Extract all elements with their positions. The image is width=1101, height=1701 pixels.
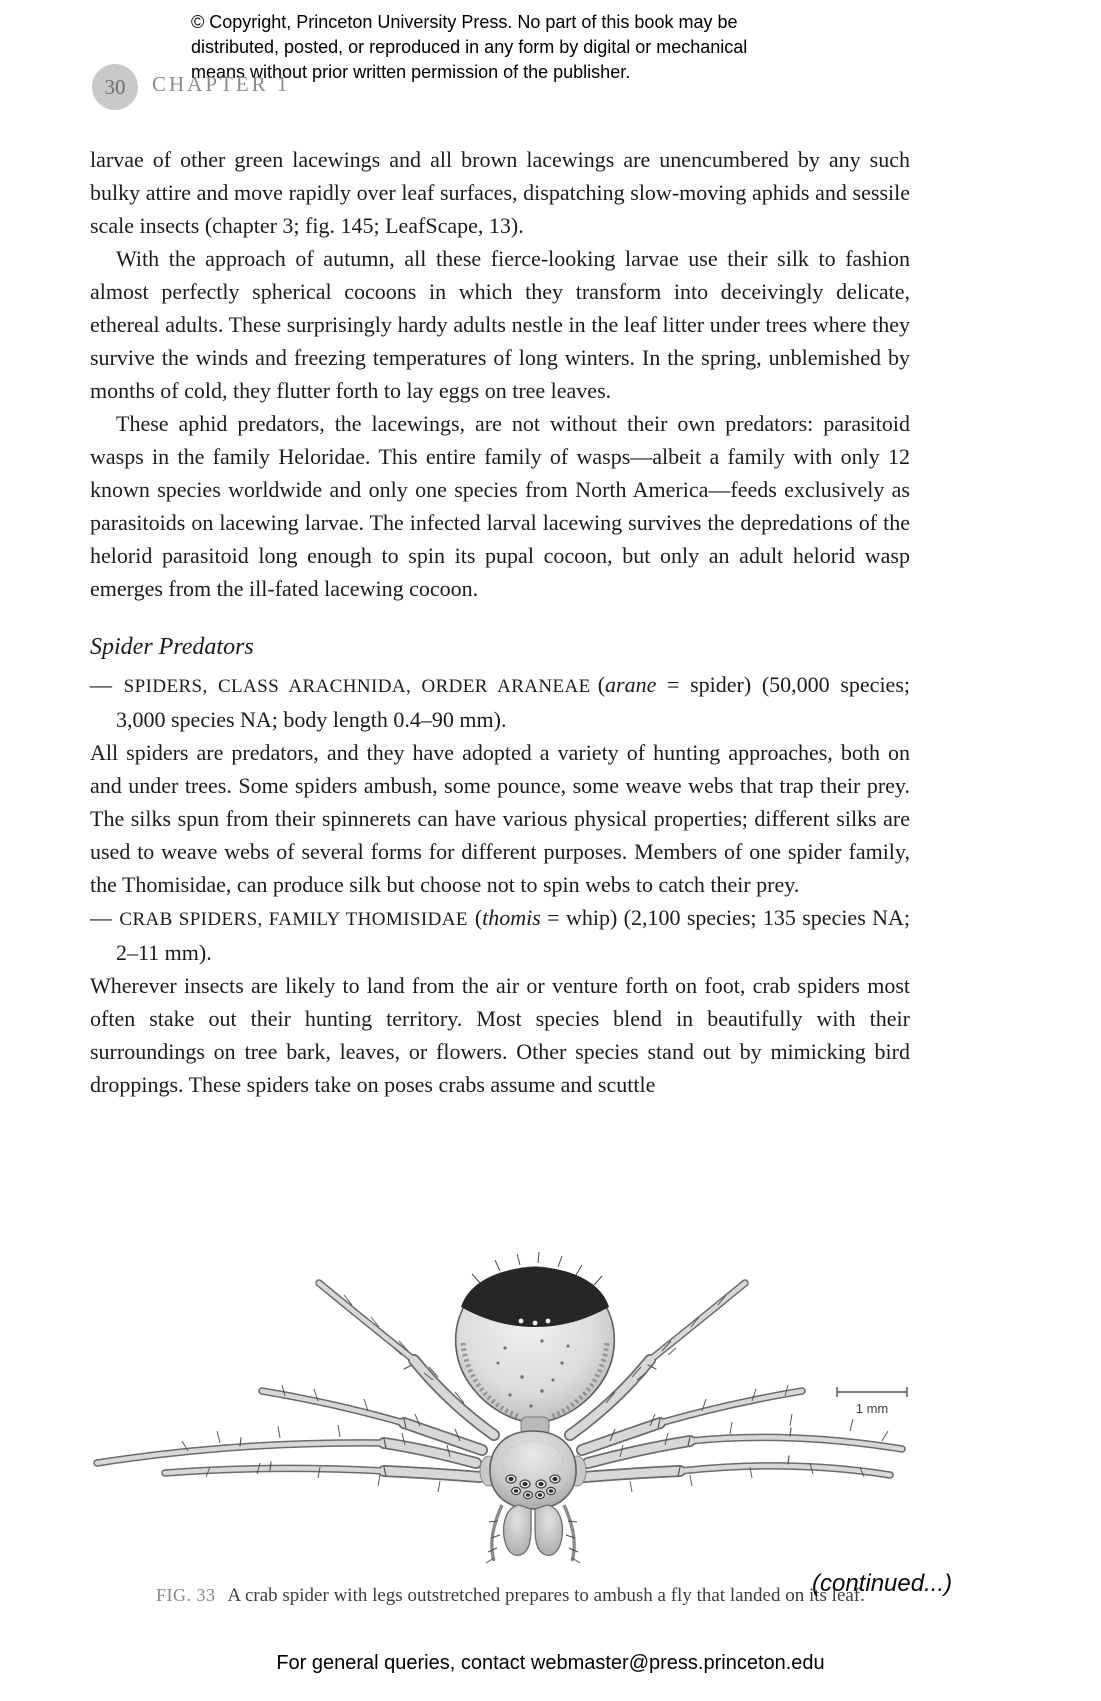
chapter-running-head: CHAPTER 1 [152, 72, 291, 96]
text-column [90, 143, 910, 1101]
latin-root-thomis: thomis [482, 905, 541, 930]
figure-caption-text: A crab spider with legs outstretched prepares to ambush a fly that landed on its leaf. [227, 1585, 865, 1606]
entry-dash: — [90, 905, 113, 930]
entry-paren: ( [597, 672, 606, 697]
taxon-name-spiders: SPIDERS, CLASS ARACHNIDA, ORDER ARANEAE [123, 676, 591, 697]
crab-spider-illustration [90, 1245, 910, 1575]
figure-label: FIG. 33 [156, 1585, 216, 1605]
paragraph-wherever-insects: Wherever insects are likely to land from the air or venture forth on foot, crab spiders most often stake out their hunting territory. Most species blend in beautifully with their surroundings on tree bark, leaves, or flowers. Other species stand out by mimicking bird droppings. These spiders take on poses crabs assume and scuttle [90, 973, 910, 1097]
spider-cephalothorax [480, 1431, 586, 1509]
copyright-line-2: distributed, posted, or reproduced in any form by digital or mechanical [191, 37, 748, 57]
section-heading-spider-predators: Spider Predators [90, 634, 254, 660]
spider-chelicerae [504, 1505, 563, 1555]
paragraph-all-spiders: All spiders are predators, and they have adopted a variety of hunting approaches, both on and under trees. Some spiders ambush, some pounce, some weave webs that trap their prey. The silks spun from their spinnerets can have various physical properties; different silks are used to weave webs of several forms for different purposes. Members of one spider family, the Thomisidae, can produce silk but choose not to spin webs to catch their prey. [90, 740, 910, 897]
entry-dash: — [90, 672, 113, 697]
entry-stats-spiders: = spider) (50,000 species; 3,000 species NA; body length 0.4–90 mm). [116, 672, 910, 732]
latin-root-arane: arane [605, 672, 657, 697]
entry-paren: ( [474, 905, 483, 930]
copyright-line-1: © Copyright, Princeton University Press. No part of this book may be [191, 12, 738, 32]
crab-spider-figure [90, 1245, 910, 1575]
taxon-name-crab-spiders: CRAB SPIDERS, FAMILY THOMISIDAE [119, 909, 468, 930]
entry-stats-crab-spiders: = whip) (2,100 species; 135 species NA; 2–11 mm). [116, 905, 911, 965]
paragraph-aphid-predators: These aphid predators, the lacewings, are not without their own predators: parasitoid wasps in the family Heloridae. This entire family of wasps—albeit a family with only 12 known species worldwide and only one species from North America—feeds exclusively as parasitoids on lacewing larvae. The infected larval lacewing survives the depredations of the helorid parasitoid long enough to spin its pupal cocoon, but only an adult helorid wasp emerges from the ill-fated lacewing cocoon. [90, 411, 910, 601]
page-number-badge [92, 64, 138, 110]
page-number: 30 [104, 74, 126, 99]
paragraph-lacewing-larvae: larvae of other green lacewings and all brown lacewings are unencumbered by any such bulky attire and move rapidly over leaf surfaces, dispatching slow-moving aphids and sessile scale insects (chapter 3; fig. 145; LeafScape, 13). [90, 147, 910, 238]
spider-abdomen [456, 1252, 615, 1423]
paragraph-autumn-cocoons: With the approach of autumn, all these fierce-looking larvae use their silk to fashion almost perfectly spherical cocoons in which they transform into deceivingly delicate, ethereal adults. These surprisingly hardy adults nestle in the leaf litter under trees where they survive the winds and freezing temperatures of long winters. In the spring, unblemished by months of cold, they flutter forth to lay eggs on tree leaves. [90, 246, 910, 403]
scale-bar-label: 1 mm [855, 1401, 889, 1416]
continued-note: (continued...) [812, 1570, 953, 1597]
copyright-line-3: means without prior written permission of the publisher. [191, 62, 631, 82]
scale-bar [837, 1387, 907, 1397]
footer-contact: For general queries, contact webmaster@press.princeton.edu [276, 1652, 825, 1674]
taxonomy-entry-crab-spiders [90, 901, 910, 969]
taxonomy-entry-spiders [90, 668, 910, 736]
figure-caption [90, 1583, 920, 1608]
spider-palps [486, 1505, 580, 1563]
